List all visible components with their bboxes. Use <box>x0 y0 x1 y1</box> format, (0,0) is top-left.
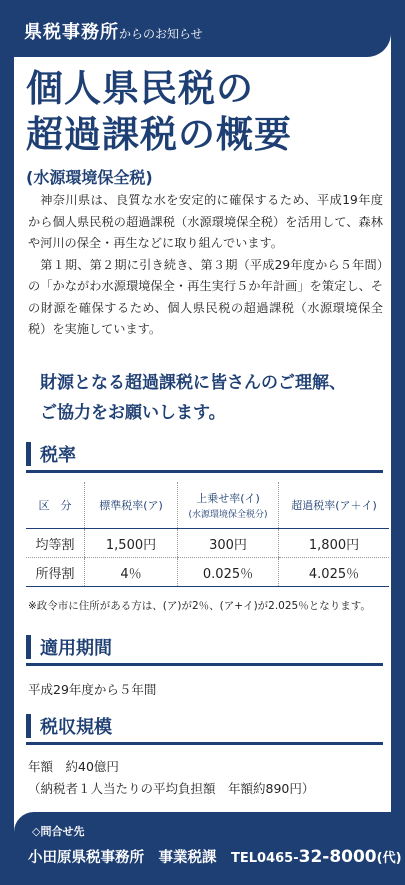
surcharge-rate: 0.025％ <box>178 558 279 587</box>
header-title <box>24 18 203 44</box>
header-suffix: からのお知らせ <box>119 27 203 41</box>
contact-label: ◇問合せ先 <box>32 825 85 838</box>
tax-rate-heading-text: 税率 <box>40 445 76 466</box>
col-header-surcharge <box>178 482 279 529</box>
standard-rate: 4％ <box>85 558 178 587</box>
left-border <box>0 0 14 885</box>
department-name: 事業税課 <box>158 850 217 866</box>
page-title <box>26 66 292 158</box>
revenue-average: （納税者１人当たりの平均負担額 年額約890円） <box>28 781 315 796</box>
appeal-message <box>40 368 346 428</box>
surcharge-label: 上乗せ率(イ) <box>196 492 260 505</box>
tel-number: 32-8000 <box>298 847 377 867</box>
heading-bar <box>26 635 31 659</box>
revenue-heading <box>26 712 383 745</box>
surcharge-rate: 300円 <box>178 529 279 558</box>
row-label: 均等割 <box>26 529 85 558</box>
surcharge-sublabel: (水源環境保全税分) <box>188 510 268 520</box>
page-subtitle: (水源環境保全税) <box>26 168 153 187</box>
revenue-heading-text: 税収規模 <box>40 717 112 738</box>
intro-text <box>28 190 383 341</box>
tel-prefix: TEL0465- <box>231 851 299 866</box>
col-header-total: 超過税率(ア＋イ) <box>279 482 390 529</box>
col-header-category: 区 分 <box>26 482 85 529</box>
right-border <box>391 0 405 885</box>
header-banner <box>14 0 391 57</box>
period-heading-text: 適用期間 <box>40 638 112 659</box>
table-row <box>26 558 389 587</box>
title-line-2: 超過課税の概要 <box>26 113 292 156</box>
contact-info <box>28 846 402 867</box>
appeal-line-2: ご協力をお願いします。 <box>40 403 226 423</box>
col-header-standard: 標準税率(ア) <box>85 482 178 529</box>
row-label: 所得割 <box>26 558 85 587</box>
office-name: 小田原県税事務所 <box>28 850 144 866</box>
table-row <box>26 529 389 558</box>
period-text: 平成29年度から５年間 <box>28 682 157 697</box>
table-header-row <box>26 482 389 529</box>
tel-suffix: (代) <box>376 851 402 866</box>
heading-bar <box>26 714 31 738</box>
designated-city-note: ※政令市に住所がある方は、(ア)が2％、(ア+イ)が2.025％となります。 <box>28 600 371 612</box>
intro-paragraph-1: 神奈川県は、良質な水を安定的に確保するため、平成19年度から個人県民税の超過課税（水源環境保全税）を活用して、森林や河川の保全・再生などに取り組んでいます。 <box>28 193 383 250</box>
header-office: 県税事務所 <box>24 22 119 43</box>
intro-paragraph-2: 第１期、第２期に引き続き、第３期（平成29年度から５年間）の「かながわ水源環境保全・再生実行５か年計画」を策定し、その財源を確保するため、個人県民税の超過課税（水源環境保全税）を実施しています。 <box>28 257 383 336</box>
standard-rate: 1,500円 <box>85 529 178 558</box>
title-line-1: 個人県民税の <box>26 67 254 110</box>
appeal-line-1: 財源となる超過課税に皆さんのご理解、 <box>40 373 346 393</box>
revenue-amount: 年額 約40億円 <box>28 759 119 774</box>
period-heading <box>26 633 383 666</box>
tax-rate-table <box>26 482 389 587</box>
heading-bar <box>26 442 31 466</box>
tax-rate-heading <box>26 440 383 473</box>
contact-footer <box>14 812 402 885</box>
total-rate: 1,800円 <box>279 529 390 558</box>
total-rate: 4.025％ <box>279 558 390 587</box>
